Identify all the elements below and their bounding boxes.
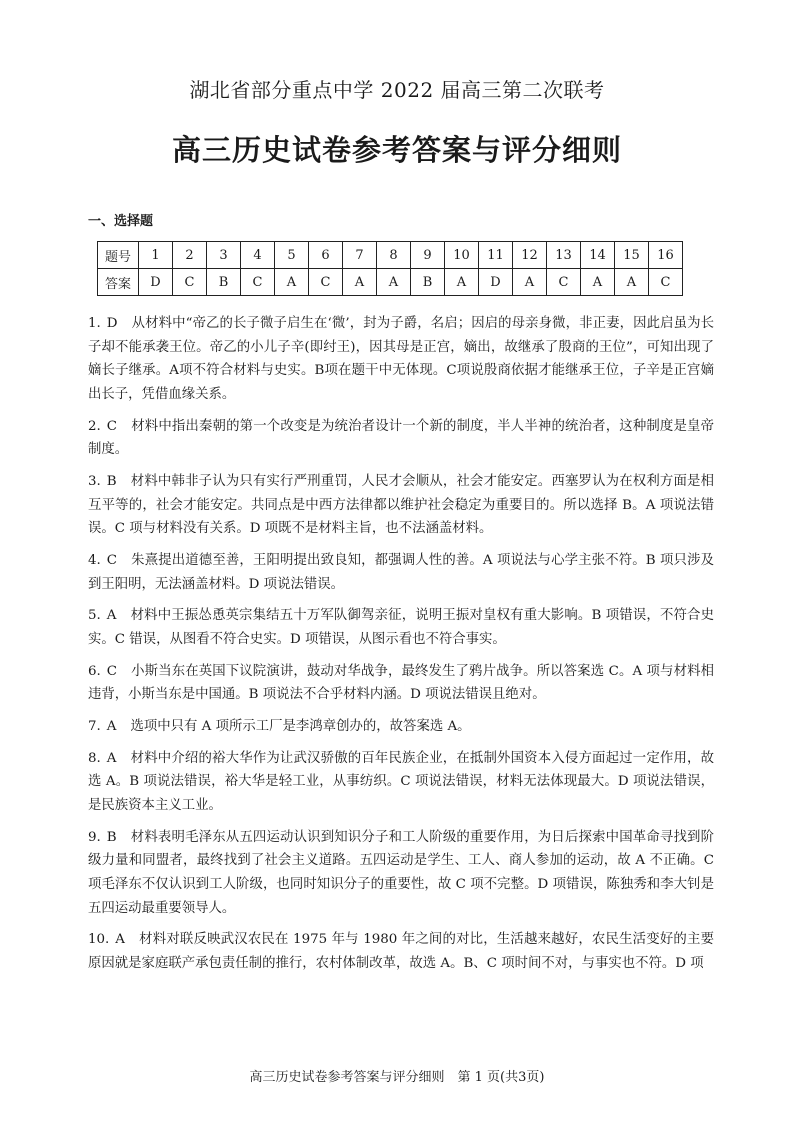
explanation-item-8	[88, 747, 714, 818]
page-footer: 高三历史试卷参考答案与评分细则 第 1 页(共3页)	[249, 1070, 545, 1085]
explanation-list	[88, 312, 714, 984]
item-text: 材料中王振怂恿英宗集结五十万军队御驾亲征，说明王振对皇权有重大影响。B 项错误，不符合史实。C 错误，从图看不符合史实。D 项错误，从图示看也不符合事实。	[88, 608, 714, 647]
question-number-cell: 3	[207, 242, 241, 269]
answer-cell: A	[445, 269, 479, 296]
item-text: 材料对联反映武汉农民在 1975 年与 1980 年之间的对比，生活越来越好，农民生活变好的主要原因就是家庭联产承包责任制的推行，农村体制改革，故选 A。B、C 项时间不对，与事实也不符。D 项	[88, 932, 714, 971]
question-number-cell: 9	[411, 242, 445, 269]
item-answer: B	[106, 829, 117, 845]
item-number: 5.	[88, 608, 101, 624]
explanation-item-10	[88, 928, 714, 975]
answer-cell: A	[581, 269, 615, 296]
explanation-item-7	[88, 715, 714, 739]
question-number-cell: 2	[173, 242, 207, 269]
answer-cell: C	[649, 269, 683, 296]
item-answer: D	[106, 316, 118, 331]
question-number-cell: 15	[615, 242, 649, 269]
question-number-cell: 1	[139, 242, 173, 269]
explanation-item-5	[88, 604, 714, 651]
exam-name-line: 湖北省部分重点中学 2022 届高三第二次联考	[189, 78, 605, 102]
item-text: 选项中只有 A 项所示工厂是李鸿章创办的，故答案选 A。	[130, 719, 471, 735]
page-title: 高三历史试卷参考答案与评分细则	[171, 133, 622, 167]
item-answer: A	[106, 750, 117, 766]
row-label-question-number: 题号	[98, 242, 139, 269]
item-text: 材料中介绍的裕大华作为让武汉骄傲的百年民族企业，在抵制外国资本入侵方面起过一定作用，故选 A。B 项说法错误，裕大华是轻工业，从事纺织。C 项说法错误，材料无法体现最大。D 项说法错误，是民族资本主义工业。	[88, 750, 714, 813]
item-answer: B	[106, 473, 117, 489]
question-number-row	[98, 242, 683, 269]
item-text: 材料中指出秦朝的第一个改变是为统治者设计一个新的制度，半人半神的统治者，这种制度是皇帝制度。	[88, 418, 714, 458]
question-number-cell: 14	[581, 242, 615, 269]
item-text: 材料表明毛泽东从五四运动认识到知识分子和工人阶级的重要作用，为日后探索中国革命寻找到阶级力量和同盟者，最终找到了社会主义道路。五四运动是学生、工人、商人参加的运动，故 A 不正确。C 项毛泽东不仅认识到工人阶级，也同时知识分子的重要性，故 C 项不完整。D 项错误，陈独秀和李大钊是五四运动最重要领导人。	[88, 829, 714, 916]
answer-cell: D	[479, 269, 513, 296]
question-number-cell: 11	[479, 242, 513, 269]
answer-cell: A	[343, 269, 377, 296]
item-number: 3.	[88, 473, 101, 489]
item-answer: A	[106, 608, 117, 624]
item-text: 材料中韩非子认为只有实行严刑重罚，人民才会顺从，社会才能安定。西塞罗认为在权利方面是相互平等的，社会才能安定。共同点是中西方法律都以维护社会稳定为重要目的。所以选择 B。A 项说法错误。C 项与材料没有关系。D 项既不是材料主旨，也不法涵盖材料。	[88, 473, 714, 537]
item-number: 8.	[88, 750, 101, 766]
item-number: 2.	[88, 418, 101, 434]
explanation-item-6	[88, 660, 714, 707]
answer-cell: A	[275, 269, 309, 296]
answer-cell: A	[615, 269, 649, 296]
question-number-cell: 13	[547, 242, 581, 269]
item-number: 7.	[88, 719, 101, 735]
row-label-answer: 答案	[98, 269, 139, 296]
answer-cell: C	[547, 269, 581, 296]
item-answer: C	[106, 663, 118, 679]
question-number-cell: 6	[309, 242, 343, 269]
explanation-item-4	[88, 549, 714, 596]
item-number: 4.	[88, 552, 101, 568]
answer-cell: A	[513, 269, 547, 296]
section-heading: 一、选择题	[88, 214, 154, 229]
item-text: 小斯当东在英国下议院演讲，鼓动对华战争，最终发生了鸦片战争。所以答案选 C。A 项与材料相违背，小斯当东是中国通。B 项说法不合乎材料内涵。D 项说法错误且绝对。	[88, 663, 714, 703]
item-number: 9.	[88, 829, 101, 845]
question-number-cell: 8	[377, 242, 411, 269]
answer-cell: B	[207, 269, 241, 296]
question-number-cell: 10	[445, 242, 479, 269]
explanation-item-2	[88, 415, 714, 462]
item-number: 6.	[88, 663, 101, 679]
answer-cell: B	[411, 269, 445, 296]
question-number-cell: 5	[275, 242, 309, 269]
answer-table	[97, 241, 683, 296]
question-number-cell: 16	[649, 242, 683, 269]
question-number-cell: 12	[513, 242, 547, 269]
answer-cell: D	[139, 269, 173, 296]
explanation-item-1	[88, 312, 714, 406]
answer-cell: A	[377, 269, 411, 296]
answer-cell: C	[309, 269, 343, 296]
item-number: 10.	[88, 932, 110, 948]
question-number-cell: 7	[343, 242, 377, 269]
question-number-cell: 4	[241, 242, 275, 269]
explanation-item-3	[88, 470, 714, 541]
item-text: 从材料中“帝乙的长子微子启生在‘微’，封为子爵，名启；因启的母亲身微，非正妻，因此启虽为长子却不能承袭王位。帝乙的小儿子辛(即纣王)，因其母是正宫，嫡出，故继承了殷商的王位”，可知出现了嫡长子继承。A项不符合材料与史实。B项在题干中无体现。C项说殷商依据才能继承王位，子辛是正宫嫡出长子，凭借血缘关系。	[88, 316, 714, 402]
item-answer: A	[106, 719, 117, 735]
item-number: 1.	[88, 316, 101, 331]
answer-cell: C	[241, 269, 275, 296]
explanation-item-9	[88, 826, 714, 920]
item-answer: C	[106, 418, 118, 434]
item-answer: C	[106, 552, 118, 568]
answer-cell: C	[173, 269, 207, 296]
item-text: 朱熹提出道德至善，王阳明提出致良知，都强调人性的善。A 项说法与心学主张不符。B 项只涉及到王阳明，无法涵盖材料。D 项说法错误。	[88, 552, 714, 592]
item-answer: A	[115, 932, 125, 948]
answer-row	[98, 269, 683, 296]
